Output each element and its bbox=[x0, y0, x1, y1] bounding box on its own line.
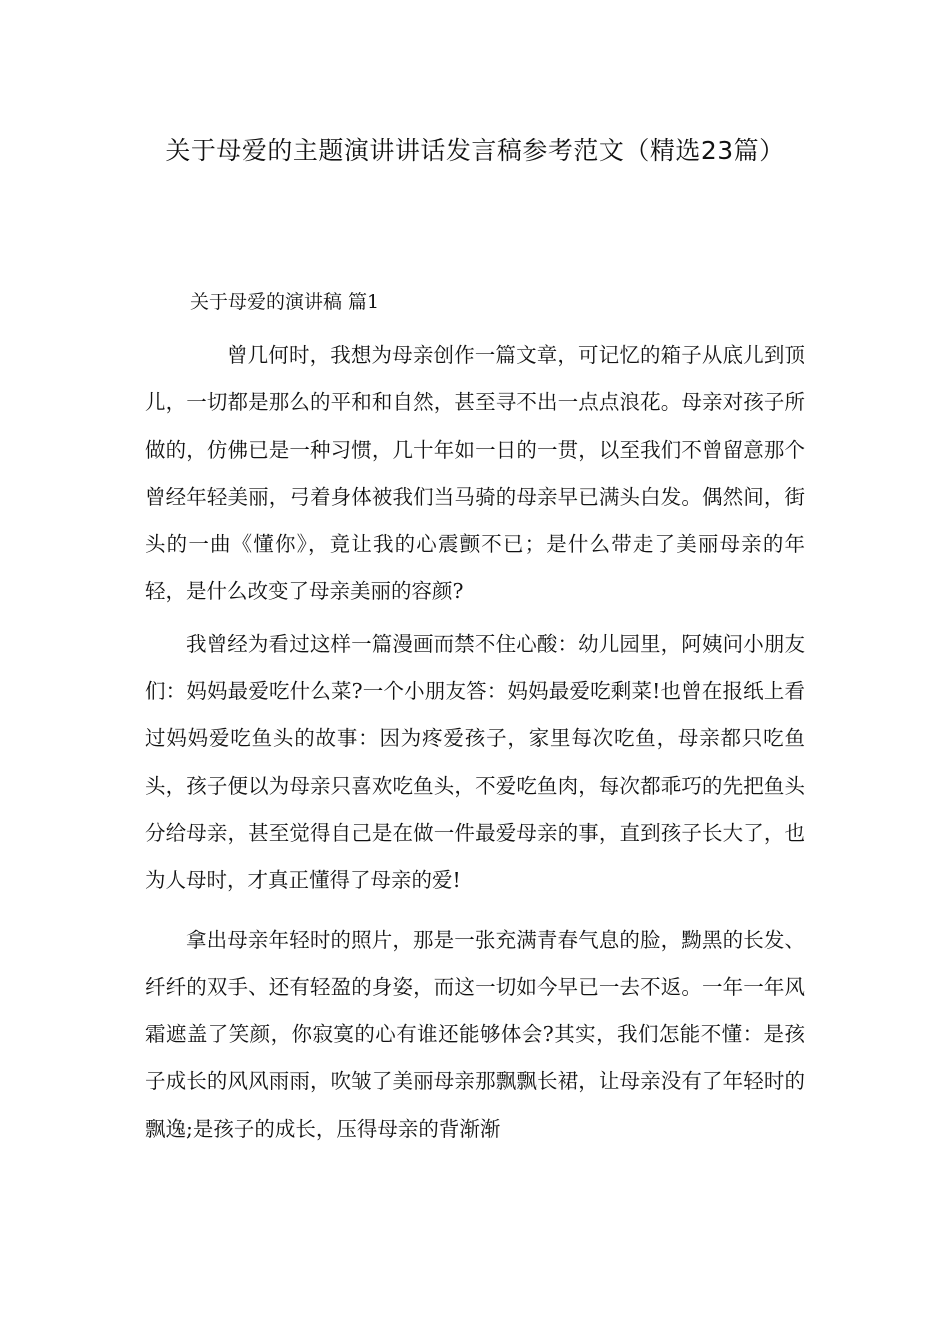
document-body bbox=[145, 332, 805, 1153]
paragraph-3: 拿出母亲年轻时的照片，那是一张充满青春气息的脸，黝黑的长发、纤纤的双手、还有轻盈的身姿，而这一切如今早已一去不返。一年一年风霜遮盖了笑颜，你寂寞的心有谁还能够体会?其实，我们怎能不懂：是孩子成长的风风雨雨，吹皱了美丽母亲那飘飘长裙，让母亲没有了年轻时的飘逸;是孩子的成长，压得母亲的背渐渐 bbox=[145, 927, 805, 1141]
section-heading: 关于母爱的演讲稿 篇1 bbox=[190, 291, 380, 313]
paragraph-2: 我曾经为看过这样一篇漫画而禁不住心酸：幼儿园里，阿姨问小朋友们：妈妈最爱吃什么菜?一个小朋友答：妈妈最爱吃剩菜!也曾在报纸上看过妈妈爱吃鱼头的故事：因为疼爱孩子，家里每次吃鱼，母亲都只吃鱼头，孩子便以为母亲只喜欢吃鱼头，不爱吃鱼肉，每次都乖巧的先把鱼头分给母亲，甚至觉得自己是在做一件最爱母亲的事，直到孩子长大了，也为人母时，才真正懂得了母亲的爱! bbox=[145, 631, 805, 893]
document-title: 关于母爱的主题演讲讲话发言稿参考范文（精选23篇） bbox=[165, 136, 785, 165]
paragraph-1: 曾几何时，我想为母亲创作一篇文章，可记忆的箱子从底儿到顶儿，一切都是那么的平和和自然，甚至寻不出一点点浪花。母亲对孩子所做的，仿佛已是一种习惯，几十年如一日的一贯，以至我们不曾留意那个曾经年轻美丽，弓着身体被我们当马骑的母亲早已满头白发。偶然间，街头的一曲《懂你》，竟让我的心震颤不已；是什么带走了美丽母亲的年轻，是什么改变了母亲美丽的容颜? bbox=[145, 343, 805, 604]
